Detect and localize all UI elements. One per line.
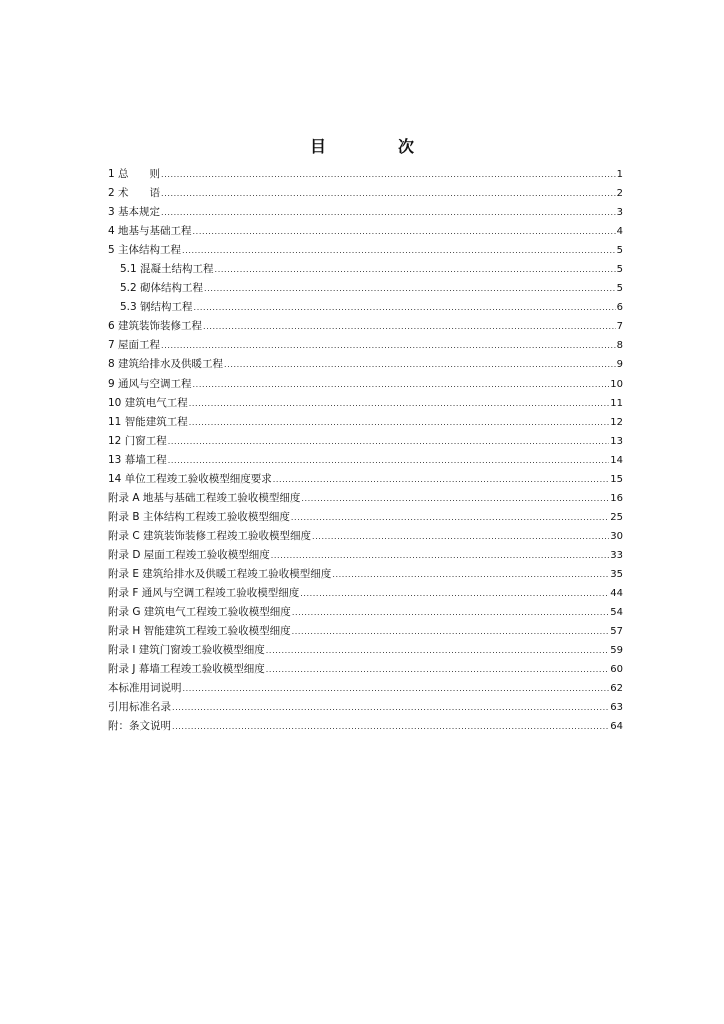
toc-entry [108, 660, 623, 679]
toc-entry-page: 9 [616, 359, 623, 371]
toc-entry-page: 8 [616, 340, 623, 352]
toc-entry-label: 14 单位工程竣工验收模型细度要求 [108, 472, 272, 485]
toc-entry-label: 12 门窗工程 [108, 434, 167, 447]
toc-leader-dots [291, 508, 609, 527]
toc-entry-label: 本标准用词说明 [108, 682, 182, 695]
toc-entry [108, 584, 623, 603]
toc-entry-label: 8 建筑给排水及供暖工程 [108, 358, 224, 371]
toc-entry-label: 5.1 混凝土结构工程 [120, 263, 214, 276]
toc-entry [108, 279, 623, 298]
toc-leader-dots [204, 279, 616, 298]
toc-entry-page: 25 [610, 511, 623, 523]
toc-entry-label: 9 通风与空调工程 [108, 377, 192, 390]
toc-entry-label: 附录 J 幕墙工程竣工验收模型细度 [108, 663, 265, 676]
toc-leader-dots [189, 394, 610, 413]
toc-entry [108, 355, 623, 374]
toc-leader-dots [292, 622, 610, 641]
toc-entry-page: 2 [616, 188, 623, 200]
toc-entry-label: 5.2 砌体结构工程 [120, 282, 204, 295]
toc-entry-label: 3 基本规定 [108, 206, 161, 219]
toc-leader-dots [193, 375, 610, 394]
toc-leader-dots [161, 203, 616, 222]
toc-leader-dots [172, 698, 609, 717]
toc-entry [108, 203, 623, 222]
toc-entry-page: 10 [610, 378, 623, 390]
toc-entry-page: 7 [616, 321, 623, 333]
toc-leader-dots [161, 165, 616, 184]
toc-entry [108, 717, 623, 736]
toc-leader-dots [183, 679, 610, 698]
toc-entry-label: 附录 H 智能建筑工程竣工验收模型细度 [108, 625, 291, 638]
toc-entry [108, 375, 623, 394]
toc-leader-dots [301, 489, 609, 508]
toc-entry [108, 165, 623, 184]
toc-entry-page: 64 [610, 721, 623, 733]
toc-leader-dots [300, 584, 609, 603]
toc-leader-dots [266, 660, 609, 679]
toc-leader-dots [193, 222, 616, 241]
toc-entry [108, 698, 623, 717]
toc-entry-page: 62 [610, 683, 623, 695]
toc-entry [108, 413, 623, 432]
toc-entry-label: 附录 E 建筑给排水及供暖工程竣工验收模型细度 [108, 567, 332, 580]
toc-entry-label: 1 总 则 [108, 168, 161, 180]
toc-entry [108, 622, 623, 641]
toc-leader-dots [215, 260, 616, 279]
toc-entry-page: 16 [610, 492, 623, 504]
toc-entry-page: 4 [616, 226, 623, 238]
toc-entry [108, 260, 623, 279]
toc-entry-label: 10 建筑电气工程 [108, 396, 188, 409]
toc-leader-dots [271, 546, 610, 565]
toc-leader-dots [182, 241, 616, 260]
toc-entry [108, 298, 623, 317]
toc-entry [108, 508, 623, 527]
toc-leader-dots [161, 184, 616, 203]
toc-entry [108, 451, 623, 470]
toc-entry-label: 5.3 钢结构工程 [120, 301, 193, 314]
toc-entry [108, 565, 623, 584]
toc-entry-page: 33 [610, 549, 623, 561]
toc-entry-label: 引用标准名录 [108, 701, 171, 714]
toc-entry [108, 489, 623, 508]
toc-leader-dots [273, 470, 610, 489]
toc-entry-page: 13 [610, 435, 623, 447]
toc-entry-page: 1 [616, 169, 623, 180]
toc-entry-page: 30 [610, 530, 623, 542]
toc-leader-dots [332, 565, 609, 584]
toc-entry-page: 6 [616, 302, 623, 314]
toc-entry-label: 附：条文说明 [108, 720, 171, 733]
toc-leader-dots [194, 298, 616, 317]
toc-entry-page: 14 [610, 454, 623, 466]
toc-entry [108, 641, 623, 660]
toc-entry-page: 5 [616, 283, 623, 295]
toc-entry-label: 附录 A 地基与基础工程竣工验收模型细度 [108, 491, 301, 504]
toc-entry-label: 4 地基与基础工程 [108, 225, 192, 238]
toc-leader-dots [168, 432, 610, 451]
toc-entry-page: 5 [616, 245, 623, 257]
toc-entry-page: 54 [610, 607, 623, 619]
toc-entry-label: 附录 C 建筑装饰装修工程竣工验收模型细度 [108, 529, 312, 542]
toc-entry-page: 60 [610, 664, 623, 676]
toc-entry-page: 44 [610, 588, 623, 600]
toc-entry-label: 5 主体结构工程 [108, 244, 182, 257]
toc-entry-page: 5 [616, 264, 623, 276]
toc-leader-dots [224, 355, 616, 374]
toc-entry-page: 3 [616, 207, 623, 219]
toc-leader-dots [312, 527, 609, 546]
toc-entry [108, 184, 623, 203]
toc-entry [108, 470, 623, 489]
toc-entry-label: 附录 G 建筑电气工程竣工验收模型细度 [108, 606, 291, 619]
toc-entry-label: 附录 F 通风与空调工程竣工验收模型细度 [108, 587, 300, 600]
toc-entry-label: 附录 B 主体结构工程竣工验收模型细度 [108, 510, 290, 523]
toc-entry [108, 527, 623, 546]
toc-title: 目 次 [309, 137, 442, 156]
toc-leader-dots [168, 451, 610, 470]
toc-entry-label: 6 建筑装饰装修工程 [108, 320, 203, 333]
toc-entry-label: 附录 D 屋面工程竣工验收模型细度 [108, 548, 270, 561]
toc-entry-label: 附录 I 建筑门窗竣工验收模型细度 [108, 644, 265, 657]
toc-entry [108, 394, 623, 413]
toc-entry-page: 63 [610, 702, 623, 714]
toc-entry [108, 603, 623, 622]
toc-entry-label: 11 智能建筑工程 [108, 415, 188, 428]
toc-entry-page: 59 [610, 645, 623, 657]
toc-entry-page: 57 [610, 626, 623, 638]
toc-entry-label: 7 屋面工程 [108, 339, 161, 352]
toc-entry [108, 336, 623, 355]
toc-list [108, 165, 623, 736]
toc-entry [108, 432, 623, 451]
toc-entry-page: 12 [610, 416, 623, 428]
toc-entry [108, 241, 623, 260]
toc-entry-page: 11 [610, 397, 623, 409]
toc-entry-page: 35 [610, 568, 623, 580]
toc-leader-dots [266, 641, 609, 660]
toc-entry [108, 546, 623, 565]
toc-entry [108, 679, 623, 698]
toc-entry-page: 15 [610, 473, 623, 485]
toc-entry [108, 317, 623, 336]
toc-leader-dots [161, 336, 616, 355]
toc-leader-dots [172, 717, 609, 736]
toc-entry-label: 13 幕墙工程 [108, 453, 167, 466]
toc-entry-label: 2 术 语 [108, 187, 161, 200]
toc-leader-dots [203, 317, 616, 336]
toc-leader-dots [292, 603, 609, 622]
toc-leader-dots [189, 413, 610, 432]
toc-entry [108, 222, 623, 241]
